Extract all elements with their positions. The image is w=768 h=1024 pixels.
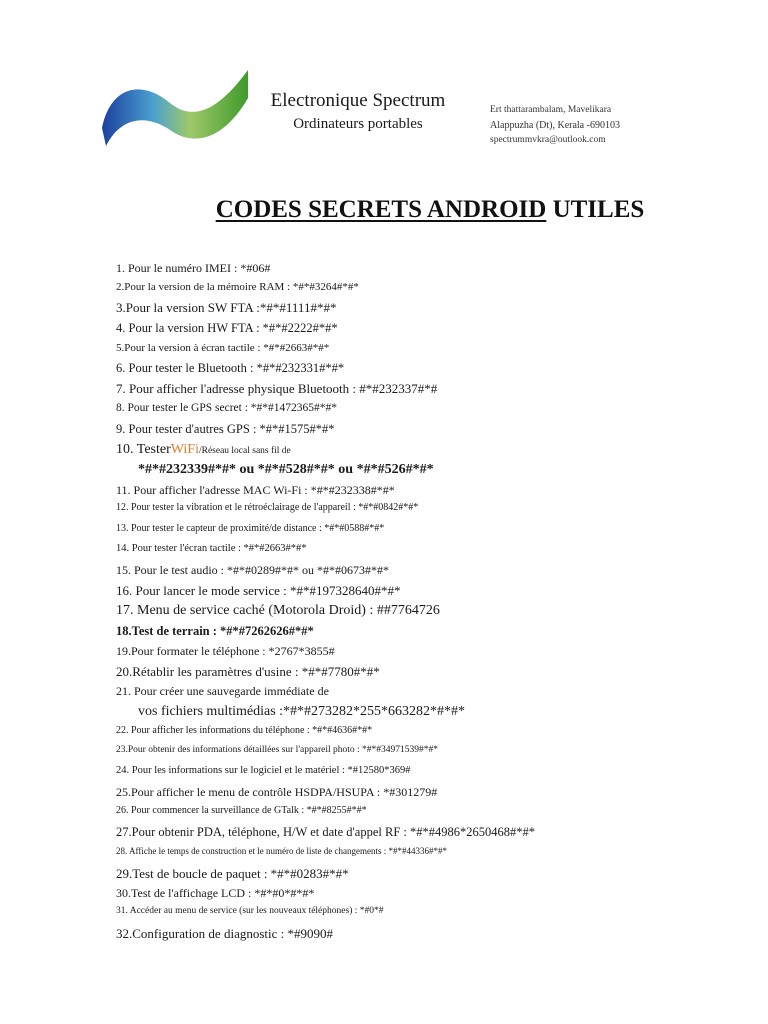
list-item: 20.Rétablir les paramètres d'usine : *#*#7780#*#* bbox=[116, 664, 380, 679]
list-item: 14. Pour tester l'écran tactile : *#*#2663#*#* bbox=[116, 543, 307, 554]
list-item: 17. Menu de service caché (Motorola Droid) : ##7764726 bbox=[116, 603, 440, 618]
company-name: Electronique Spectrum bbox=[270, 90, 446, 111]
address-line: Alappuzha (Dt), Kerala -690103 bbox=[490, 120, 620, 131]
list-item: 12. Pour tester la vibration et le rétroéclairage de l'appareil : *#*#0842#*#* bbox=[116, 502, 419, 513]
address-block bbox=[490, 103, 620, 148]
list-item: 9. Pour tester d'autres GPS : *#*#1575#*#* bbox=[116, 422, 335, 436]
list-item: 1. Pour le numéro IMEI : *#06# bbox=[116, 261, 271, 275]
list-item: 19.Pour formater le téléphone : *2767*3855# bbox=[116, 644, 335, 658]
list-item: 11. Pour afficher l'adresse MAC Wi-Fi : *#*#232338#*#* bbox=[116, 483, 395, 497]
list-item: 8. Pour tester le GPS secret : *#*#1472365#*#* bbox=[116, 402, 338, 414]
address-line: Ert thattarambalam, Mavelikara bbox=[490, 105, 612, 115]
list-item: 29.Test de boucle de paquet : *#*#0283#*#* bbox=[116, 866, 349, 881]
company-block bbox=[258, 90, 458, 134]
list-item bbox=[116, 442, 291, 458]
email-line: spectrummvkra@outlook.com bbox=[490, 135, 606, 145]
list-item: 2.Pour la version de la mémoire RAM : *#*#3264#*#* bbox=[116, 281, 359, 293]
list-item: 7. Pour afficher l'adresse physique Bluetooth : #*#232337#*# bbox=[116, 381, 438, 396]
list-item: 24. Pour les informations sur le logiciel et le matériel : *#12580*369# bbox=[116, 765, 411, 776]
list-item: 16. Pour lancer le mode service : *#*#197328640#*#* bbox=[116, 583, 401, 598]
title-underlined: CODES SECRETS ANDROID bbox=[215, 196, 547, 223]
list-item-codes: *#*#232339#*#* ou *#*#528#*#* ou *#*#526#*#* bbox=[138, 462, 434, 477]
wifi-text: WiFi bbox=[170, 442, 199, 457]
list-item-text: 10. Tester bbox=[116, 442, 171, 457]
company-logo bbox=[100, 68, 250, 148]
list-item: 31. Accéder au menu de service (sur les nouveaux téléphones) : *#0*# bbox=[116, 906, 384, 916]
list-item: 27.Pour obtenir PDA, téléphone, H/W et date d'appel RF : *#*#4986*2650468#*#* bbox=[116, 825, 535, 839]
list-item: 23.Pour obtenir des informations détaillées sur l'appareil photo : *#*#34971539#*#* bbox=[116, 745, 439, 755]
list-item: 3.Pour la version SW FTA :*#*#1111#*#* bbox=[116, 300, 337, 315]
list-item: 21. Pour créer une sauvegarde immédiate de bbox=[116, 684, 329, 698]
list-item: 26. Pour commencer la surveillance de GTalk : *#*#8255#*#* bbox=[116, 805, 367, 816]
list-item: 5.Pour la version à écran tactile : *#*#2663#*#* bbox=[116, 342, 330, 354]
list-item: 22. Pour afficher les informations du téléphone : *#*#4636#*#* bbox=[116, 725, 373, 736]
list-item: 13. Pour tester le capteur de proximité/de distance : *#*#0588#*#* bbox=[116, 523, 385, 534]
list-item: 18.Test de terrain : *#*#7262626#*#* bbox=[116, 624, 314, 638]
list-item: 32.Configuration de diagnostic : *#9090# bbox=[116, 926, 334, 941]
list-item: 25.Pour afficher le menu de contrôle HSDPA/HSUPA : *#301279# bbox=[116, 785, 438, 799]
list-item: 6. Pour tester le Bluetooth : *#*#232331#*#* bbox=[116, 361, 345, 375]
list-item: 30.Test de l'affichage LCD : *#*#0*#*#* bbox=[116, 886, 315, 900]
title-rest: UTILES bbox=[546, 196, 645, 223]
list-item-text: /Réseau local sans fil de bbox=[198, 446, 291, 456]
list-item: 28. Affiche le temps de construction et le numéro de liste de changements : *#*#44336#*#* bbox=[116, 846, 448, 856]
page-title bbox=[0, 196, 768, 224]
company-subtitle: Ordinateurs portables bbox=[293, 116, 423, 132]
list-item: 4. Pour la version HW FTA : *#*#2222#*#* bbox=[116, 321, 338, 335]
list-item: 15. Pour le test audio : *#*#0289#*#* ou *#*#0673#*#* bbox=[116, 563, 389, 577]
list-item-continuation: vos fichiers multimédias :*#*#273282*255*663282*#*#* bbox=[138, 704, 466, 719]
